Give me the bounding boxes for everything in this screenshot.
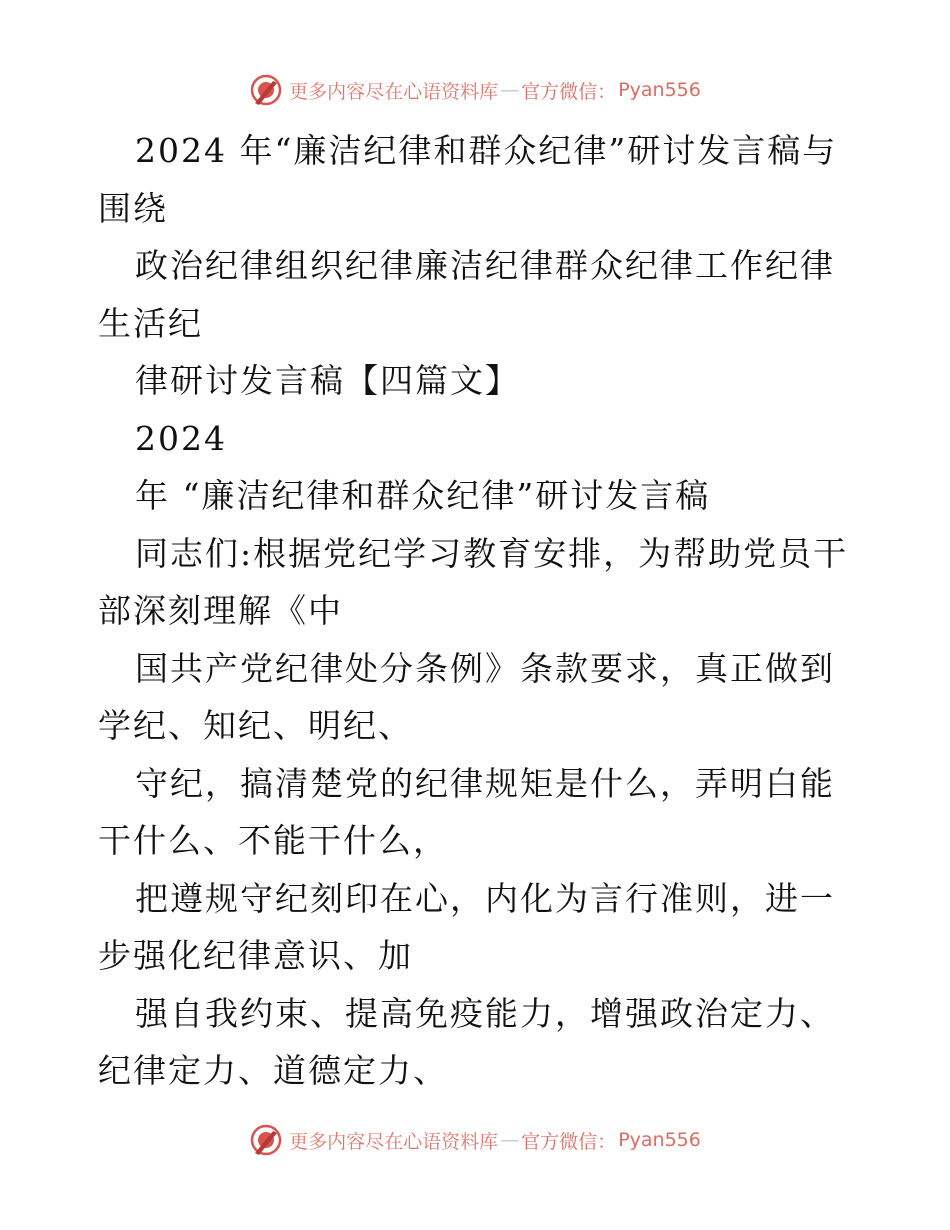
- line-first: 年 “廉洁纪律和群众纪律”研讨发言稿: [135, 476, 711, 515]
- line-rest: 强化纪律意识、加: [133, 936, 413, 975]
- pen-circle-logo-icon: [249, 73, 283, 107]
- line-first: 守纪，搞清楚党的纪律规矩是什么，弄明白能干: [98, 763, 835, 860]
- paragraph: [98, 640, 858, 755]
- header-banner: [0, 70, 950, 110]
- banner-wechat-label: 官方微信：: [521, 1130, 617, 1153]
- line-rest: 部深刻理解《中: [98, 591, 343, 630]
- line-first: 政治纪律组织纪律廉洁纪律群众纪律工作纪律生: [98, 246, 835, 343]
- line-rest: 围绕: [98, 188, 168, 228]
- line-rest: 纪、知纪、明纪、: [133, 706, 413, 745]
- banner-dash: —: [500, 79, 520, 101]
- line-rest: 活纪: [133, 303, 203, 343]
- footer-banner: [0, 1120, 950, 1160]
- banner-main-text: 更多内容尽在心语资料库: [289, 1130, 499, 1153]
- paragraph: [98, 122, 858, 237]
- paragraph: [98, 352, 858, 410]
- line-first: 强自我约束、提高免疫能力，增强政治定力、纪: [98, 993, 835, 1090]
- line-first: 2024: [135, 418, 227, 458]
- banner-main-text: 更多内容尽在心语资料库: [289, 80, 499, 103]
- paragraph: [98, 525, 858, 640]
- document-body: [98, 122, 858, 1100]
- banner-wechat-id: Pyan556: [618, 79, 701, 101]
- banner-wechat-id: Pyan556: [618, 1129, 701, 1151]
- paragraph: [98, 237, 858, 352]
- line-first: 国共产党纪律处分条例》条款要求，真正做到学: [98, 648, 835, 745]
- line-first: 律研讨发言稿【四篇文】: [135, 361, 520, 400]
- banner-dash: —: [500, 1129, 520, 1151]
- paragraph: [98, 755, 858, 870]
- banner-wechat-label: 官方微信：: [521, 80, 617, 103]
- line-rest: 律定力、道德定力、: [133, 1051, 448, 1090]
- line-first: 同志们:根据党纪学习教育安排，为帮助党员干: [135, 533, 849, 573]
- paragraph: [98, 870, 858, 985]
- line-first: 2024 年“廉洁纪律和群众纪律”研讨发言稿与: [135, 131, 838, 170]
- paragraph: [98, 410, 858, 468]
- line-first: 把遵规守纪刻印在心，内化为言行准则，进一步: [98, 878, 835, 975]
- paragraph: [98, 467, 858, 525]
- pen-circle-logo-icon: [249, 1123, 283, 1157]
- paragraph: [98, 985, 858, 1100]
- line-rest: 什么、不能干什么，: [133, 821, 448, 860]
